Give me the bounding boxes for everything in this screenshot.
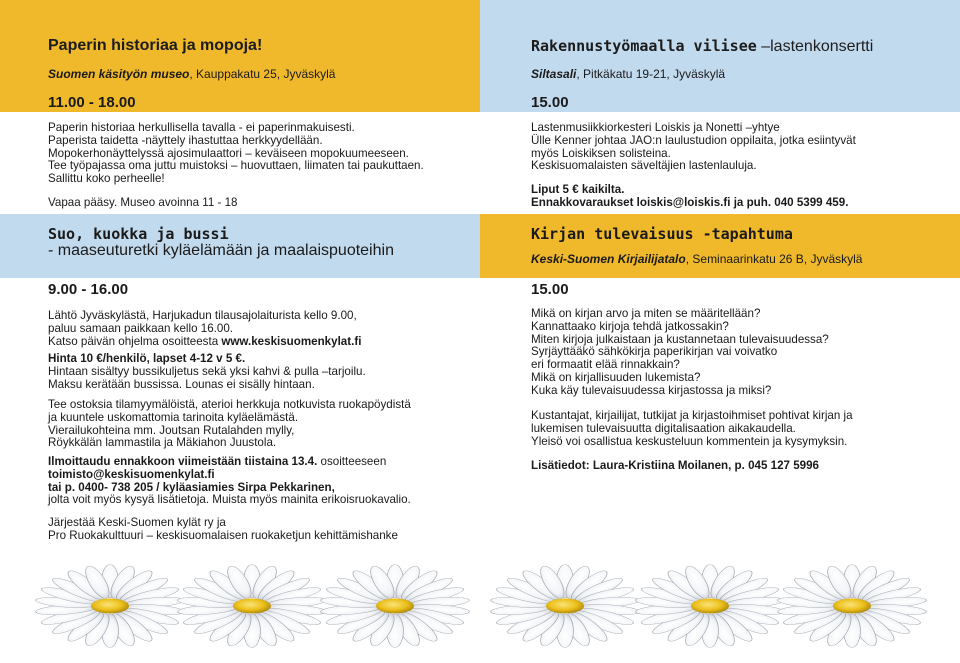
info-line [48,456,411,469]
venue-address: , Seminaarinkatu 26 B, Jyväskylä [685,252,863,266]
question-line: Kuka käy tulevaisuudessa kirjastossa ja miksi? [531,383,772,397]
registration-info [48,456,411,507]
description-line: Mopokerhonäyttelyssä ajosimulaattori – keväiseen mopokuumeeseen. [48,146,409,160]
description-line: Keskisuomalaisten säveltäjien lastenlauluja. [531,159,757,173]
question-line: eri formaatit elää rinnakkain? [531,358,680,372]
description-line: lukemisen tulevaisuutta digitalisaation aikakaudella. [531,421,796,435]
description-line: Tee työpajassa oma juttu muistoksi – huovuttaen, liimaten tai paukuttaen. [48,159,424,173]
daisy-flower-icon [177,564,328,647]
event-title: Paperin historiaa ja mopoja! [48,37,263,54]
event-time: 15.00 [531,94,569,111]
info-line: Maksu kerätään bussissa. Lounas ei sisälly hintaan. [48,377,315,391]
info-line: Hintaan sisältyy bussikuljetus sekä yksi kahvi & pulla –tarjoilu. [48,365,366,378]
event-time: 11.00 - 18.00 [48,94,136,111]
venue-name: Suomen käsityön museo [48,67,190,81]
ticket-info [531,184,848,210]
daisy-flower-icon [320,564,471,647]
question-line: Miten kirjoja julkaistaan ja kustannetaan tulevaisuudessa? [531,332,829,346]
event-subtitle: - maaseuturetki kyläelämään ja maalaispuoteihin [48,242,394,259]
description-line: Lastenmusiikkiorkesteri Loiskis ja Nonetti –yhtye [531,121,780,134]
contact-info: Lisätiedot: Laura-Kristiina Moilanen, p. 045 127 5996 [531,459,820,472]
info-line: ja kuuntele uskomattomia tarinoita kyläelämästä. [48,410,299,424]
info-line: Röykkälän lammastila ja Mäkiahon Juustola. [48,436,277,450]
question-line: Mikä on kirjallisuuden lukemista? [531,370,701,384]
description-line: myös Loiskiksen solisteina. [531,146,671,160]
info-line: paluu samaan paikkaan kello 16.00. [48,321,233,335]
description-line: Sallittu koko perheelle! [48,172,165,186]
description-line: Paperista taidetta -näyttely ihastuttaa herkkyydellään. [48,133,323,147]
daisy-row [0,548,960,663]
venue-name: Siltasali [531,67,577,81]
website-link[interactable]: www.keskisuomenkylat.fi [221,334,362,348]
email-link[interactable]: toimisto@keskisuomenkylat.fi [48,467,215,481]
daisy-flower-icon [490,564,641,647]
booking-contact[interactable]: Ennakkovaraukset loiskis@loiskis.fi ja puh. 040 5399 459. [531,195,849,209]
registration-deadline: Ilmoittaudu ennakkoon viimeistään tiistaina 13.4. [48,455,318,468]
question-line: Kannattaako kirjoja tehdä jatkossakin? [531,319,729,333]
event-time: 15.00 [531,281,569,298]
info-text: Katso päivän ohjelma osoitteesta [48,334,222,348]
description-line: Paperin historiaa herkullisella tavalla - ei paperinmakuisesti. [48,121,355,134]
price-details [48,366,366,392]
trip-info [48,310,361,348]
info-text: osoitteeseen [317,455,387,468]
trip-description [48,399,411,450]
section-band-yellow-right [480,214,960,278]
question-line: Syrjäyttääkö sähkökirja paperikirjan vai voivatko [531,345,778,359]
info-line: Pro Ruokakulttuuri – keskisuomalaisen ruokaketjun kehittämishanke [48,528,398,542]
info-line [48,336,361,349]
daisy-flower-icon [635,564,786,647]
info-line: jolta voit myös kysyä lisätietoja. Muista myös mainita erikoisruokavalio. [48,493,411,507]
question-line: Mikä on kirjan arvo ja miten se määritellään? [531,307,761,320]
event-time: 9.00 - 16.00 [48,281,129,298]
info-line: Lähtö Jyväskylästä, Harjukadun tilausajolaiturista kello 9.00, [48,309,357,322]
admission-info: Vapaa pääsy. Museo avoinna 11 - 18 [48,196,238,209]
info-line: Vierailukohteina mm. Joutsan Rutalahden mylly, [48,423,295,437]
title-main: Rakennustyömaalla vilisee [531,37,757,55]
description-line: Ülle Kenner johtaa JAO:n laulustudion oppilaita, jotka esiintyvät [531,133,856,147]
description-line: Kustantajat, kirjailijat, tutkijat ja kirjastoihmiset pohtivat kirjan ja [531,409,853,422]
event-title: Kirjan tulevaisuus -tapahtuma [531,225,793,243]
title-suffix: –lastenkonsertti [756,38,874,55]
event-description [531,122,856,173]
event-description [531,410,853,448]
event-description [48,122,424,186]
event-title [531,37,873,56]
organizer-info [48,517,398,543]
venue-address: , Pitkäkatu 19-21, Jyväskylä [576,67,726,81]
daisy-flower-icon [777,564,928,647]
phone-info: tai p. 0400- 738 205 / kyläasiamies Sirpa Pekkarinen, [48,480,335,494]
info-line: Tee ostoksia tilamyymälöistä, aterioi herkkuja notkuvista ruokapöydistä [48,398,411,411]
question-list [531,308,829,398]
event-title: Suo, kuokka ja bussi [48,225,229,243]
event-location [531,252,862,266]
ticket-price: Liput 5 € kaikilta. [531,183,625,196]
price-info: Hinta 10 €/henkilö, lapset 4-12 v 5 €. [48,352,246,365]
daisy-flower-icon [35,564,186,647]
venue-name: Keski-Suomen Kirjailijatalo [531,252,686,266]
info-line: Järjestää Keski-Suomen kylät ry ja [48,516,226,529]
description-line: Yleisö voi osallistua keskusteluun kommentein ja kysymyksin. [531,434,848,448]
event-location [531,67,725,81]
event-location [48,67,335,81]
venue-address: , Kauppakatu 25, Jyväskylä [189,67,336,81]
